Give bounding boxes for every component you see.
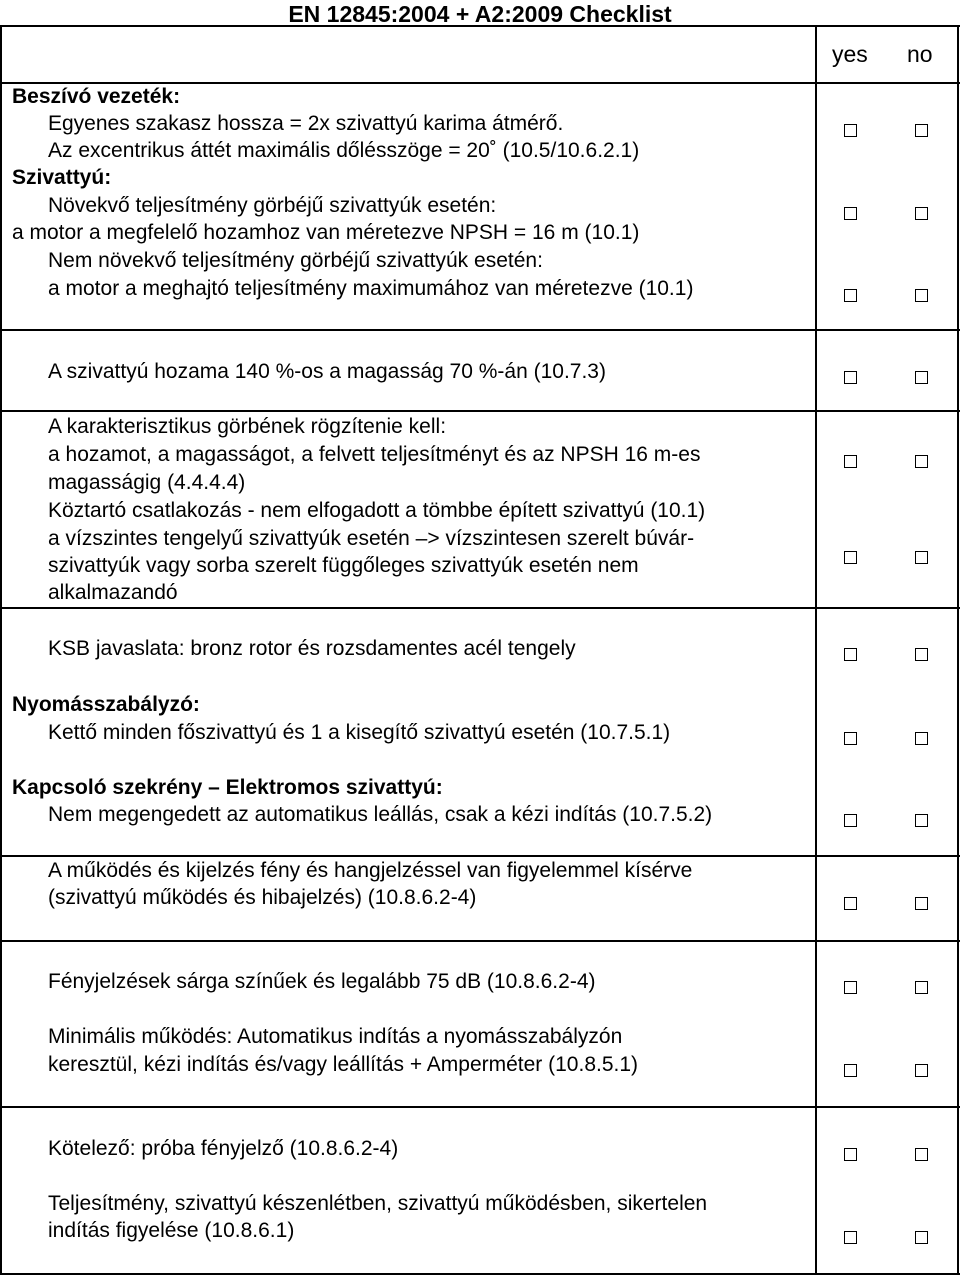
yes-checkbox[interactable]	[844, 124, 857, 137]
yes-checkbox[interactable]	[844, 1148, 857, 1161]
no-checkbox[interactable]	[915, 648, 928, 661]
section-heading-pressure-regulator: Nyomásszabályzó:	[12, 693, 200, 716]
section-heading-control-cabinet	[12, 775, 443, 801]
checklist-item-text: Növekvő teljesítmény görbéjű szivattyúk esetén:	[48, 194, 497, 217]
checklist-item-text: szivattyúk vagy sorba szerelt függőleges szivattyúk esetén nem	[48, 554, 639, 577]
no-checkbox[interactable]	[915, 1148, 928, 1161]
yes-checkbox[interactable]	[844, 1231, 857, 1244]
checklist-item-text: A karakterisztikus görbének rögzítenie kell:	[48, 415, 447, 438]
checklist-item-text: Teljesítmény, szivattyú készenlétben, szivattyú működésben, sikertelen	[48, 1192, 708, 1215]
yes-checkbox[interactable]	[844, 289, 857, 302]
yes-checkbox[interactable]	[844, 371, 857, 384]
yes-checkbox[interactable]	[844, 1064, 857, 1077]
checklist-item-text: indítás figyelése (10.8.6.1)	[48, 1219, 295, 1242]
yes-checkbox[interactable]	[844, 732, 857, 745]
table-border-left	[0, 25, 2, 1275]
checklist-item-text: Egyenes szakasz hossza = 2x szivattyú karima átmérő.	[48, 112, 564, 135]
no-checkbox[interactable]	[915, 1064, 928, 1077]
yes-checkbox[interactable]	[844, 814, 857, 827]
column-header-yes: yes	[832, 41, 868, 67]
yes-checkbox[interactable]	[844, 981, 857, 994]
checklist-item-text: (szivattyú működés és hibajelzés) (10.8.6.2-4)	[48, 886, 477, 909]
checklist-item-text: a motor a meghajtó teljesítmény maximumához van méretezve (10.1)	[48, 277, 694, 300]
checklist-item-text: Köztartó csatlakozás - nem elfogadott a tömbbe épített szivattyú (10.1)	[48, 499, 706, 522]
section-heading-part: Kapcsoló szekrény	[12, 776, 203, 799]
checklist-item-text: Nem növekvő teljesítmény görbéjű szivattyúk esetén:	[48, 249, 543, 272]
table-border-right	[957, 25, 959, 1275]
no-checkbox[interactable]	[915, 981, 928, 994]
no-checkbox[interactable]	[915, 207, 928, 220]
checklist-item-text: A működés és kijelzés fény és hangjelzéssel van figyelemmel kísérve	[48, 859, 693, 882]
no-checkbox[interactable]	[915, 455, 928, 468]
yes-checkbox[interactable]	[844, 551, 857, 564]
checklist-item-text: magasságig (4.4.4.4)	[48, 471, 246, 494]
checklist-item-text: Fényjelzések sárga színűek és legalább 75 dB (10.8.6.2-4)	[48, 970, 596, 993]
checklist-item-text: Kettő minden főszivattyú és 1 a kisegítő szivattyú esetén (10.7.5.1)	[48, 721, 671, 744]
section-heading-pump: Szivattyú:	[12, 166, 112, 189]
no-checkbox[interactable]	[915, 124, 928, 137]
yes-checkbox[interactable]	[844, 897, 857, 910]
checklist-item-text: A szivattyú hozama 140 %-os a magasság 70 %-án (10.7.3)	[48, 360, 606, 383]
yes-checkbox[interactable]	[844, 648, 857, 661]
no-checkbox[interactable]	[915, 551, 928, 564]
column-divider	[815, 25, 817, 1275]
no-checkbox[interactable]	[915, 814, 928, 827]
checklist-item-text: Kötelező: próba fényjelző (10.8.6.2-4)	[48, 1137, 399, 1160]
column-header-no: no	[907, 41, 933, 67]
no-checkbox[interactable]	[915, 897, 928, 910]
checklist-item-text: keresztül, kézi indítás és/vagy leállítás + Amperméter (10.8.5.1)	[48, 1053, 639, 1076]
checklist-item-text: a motor a megfelelő hozamhoz van méretezve NPSH = 16 m (10.1)	[12, 221, 640, 244]
checklist-item-text: Nem megengedett az automatikus leállás, csak a kézi indítás (10.7.5.2)	[48, 803, 713, 826]
checklist-item-text: a vízszintes tengelyű szivattyúk esetén –> vízszintesen szerelt búvár-	[48, 527, 695, 550]
checklist-item-text: a hozamot, a magasságot, a felvett teljesítményt és az NPSH 16 m-es	[48, 443, 701, 466]
checklist-item-text: Az excentrikus áttét maximális dőlésszöge = 20˚ (10.5/10.6.2.1)	[48, 139, 640, 162]
checklist-item-text: Minimális működés: Automatikus indítás a nyomásszabályzón	[48, 1025, 623, 1048]
section-heading-suction-pipe: Beszívó vezeték:	[12, 85, 181, 108]
section-heading-dash: –	[202, 776, 226, 799]
yes-checkbox[interactable]	[844, 455, 857, 468]
checklist-item-text: alkalmazandó	[48, 581, 178, 604]
no-checkbox[interactable]	[915, 732, 928, 745]
no-checkbox[interactable]	[915, 1231, 928, 1244]
yes-checkbox[interactable]	[844, 207, 857, 220]
no-checkbox[interactable]	[915, 289, 928, 302]
no-checkbox[interactable]	[915, 371, 928, 384]
checklist-item-text: KSB javaslata: bronz rotor és rozsdamentes acél tengely	[48, 637, 576, 660]
section-heading-part: Elektromos szivattyú:	[225, 776, 443, 799]
page-title: EN 12845:2004 + A2:2009 Checklist	[288, 1, 672, 27]
